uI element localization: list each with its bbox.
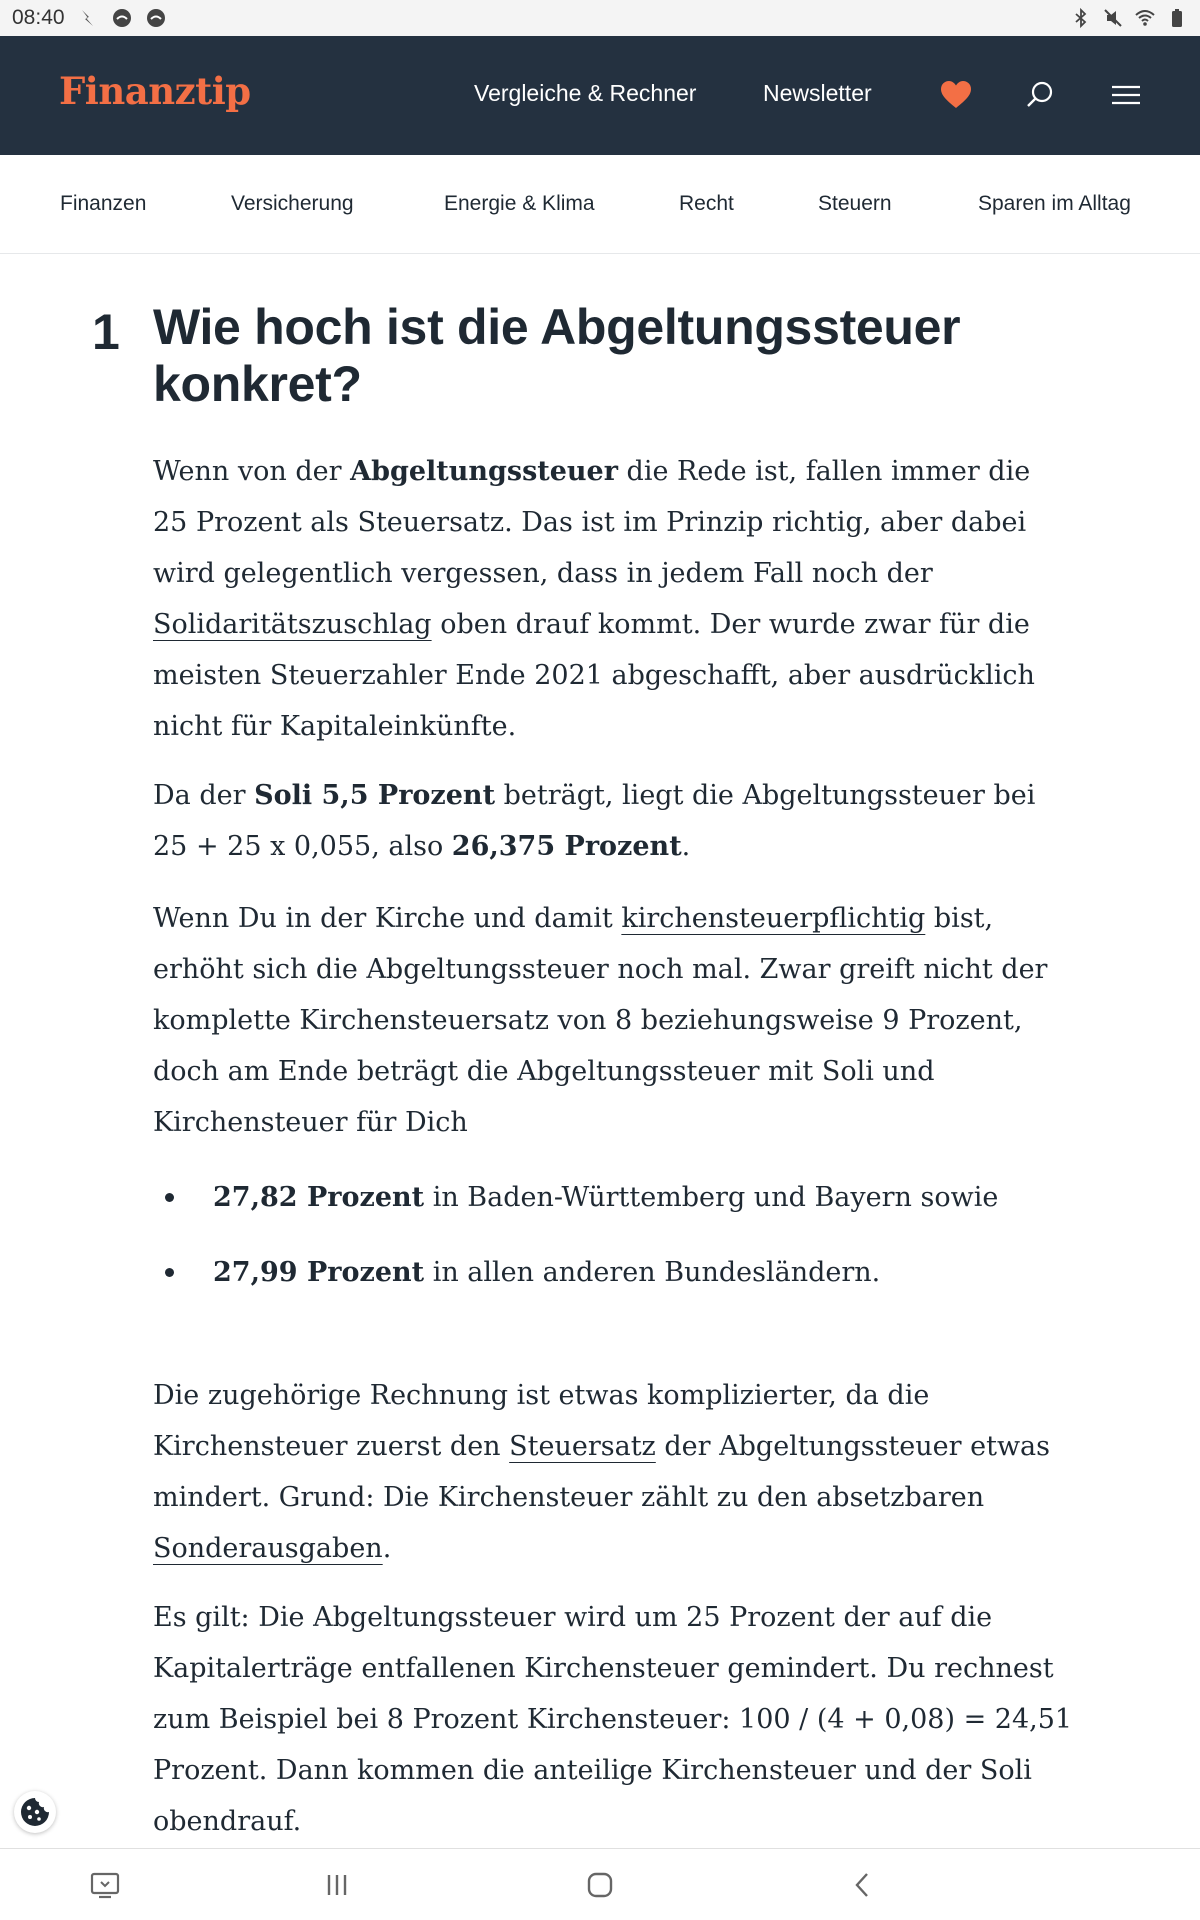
category-versicherung[interactable]: Versicherung: [231, 192, 354, 215]
category-finanzen[interactable]: Finanzen: [60, 192, 147, 215]
bluetooth-icon: [1070, 7, 1092, 29]
paragraph-soli-rate: [153, 770, 1073, 872]
paragraph-formel: [153, 1592, 1073, 1847]
nav-link-vergleiche-rechner[interactable]: Vergleiche & Rechner: [474, 80, 697, 106]
heart-icon[interactable]: [938, 77, 974, 113]
link-sonderausgaben[interactable]: Sonderausgaben: [153, 1533, 383, 1564]
section-title: Wie hoch ist die Abgeltungssteuer konkret?: [153, 299, 961, 412]
link-solidaritaetszuschlag[interactable]: Solidaritätszuschlag: [153, 609, 432, 640]
status-bar: [0, 0, 1200, 36]
bullet-dot: [165, 1193, 174, 1202]
bullet-dot: [165, 1268, 174, 1277]
category-nav: [0, 155, 1200, 254]
paragraph-kirchensteuer: [153, 893, 1073, 1148]
text-span: .: [681, 831, 691, 862]
text-span: Wenn von der: [153, 456, 351, 487]
mute-icon: [1102, 7, 1124, 29]
section-number: 1: [92, 304, 120, 360]
rates-list: [153, 1172, 1073, 1322]
paragraph-soli-intro: [153, 446, 1073, 752]
category-energie-klima[interactable]: Energie & Klima: [444, 192, 595, 215]
bold-text: 26,375 Prozent: [451, 831, 682, 862]
category-sparen-im-alltag[interactable]: Sparen im Alltag: [978, 192, 1131, 215]
paragraph-rechnung: [153, 1370, 1073, 1574]
back-icon[interactable]: [845, 1867, 881, 1903]
recent-apps-icon[interactable]: [319, 1867, 355, 1903]
text-span: die Rede ist, fallen immer die 25 Prozent als Steuersatz. Das ist im Prinzip richtig, aber dabei wird gelegentlich vergessen, dass in jedem Fall noch der: [153, 456, 1031, 589]
text-span: in allen anderen Bundesländern.: [424, 1257, 881, 1288]
android-nav-bar: [0, 1848, 1200, 1920]
status-left: [12, 6, 167, 30]
wifi-icon: [1134, 7, 1156, 29]
bold-text: 27,82 Prozent: [213, 1182, 425, 1213]
battery-icon: [1166, 7, 1188, 29]
cookie-settings-button[interactable]: [14, 1791, 56, 1833]
link-steuersatz[interactable]: Steuersatz: [509, 1431, 656, 1462]
bold-text: Abgeltungssteuer: [350, 456, 618, 487]
text-span: in Baden-Württemberg und Bayern sowie: [424, 1182, 999, 1213]
text-span: beträgt, liegt die Abgeltungssteuer bei 25 + 25 x 0,055, also: [153, 780, 1036, 862]
text-span: oben drauf kommt. Der wurde zwar für die meisten Steuerzahler Ende 2021 abgeschafft, aber ausdrücklich nicht für Kapitaleinkünfte.: [153, 609, 1035, 742]
text-span: Wenn Du in der Kirche und damit: [153, 903, 622, 934]
site-header: [0, 36, 1200, 155]
list-item: [153, 1247, 1073, 1298]
nav-link-newsletter[interactable]: Newsletter: [763, 80, 872, 106]
text-span: .: [382, 1533, 392, 1564]
text-span: Die zugehörige Rechnung ist etwas komplizierter, da die Kirchensteuer zuerst den: [153, 1380, 930, 1462]
menu-icon[interactable]: [1108, 77, 1144, 113]
flash-icon: [77, 7, 99, 29]
status-right: [1070, 7, 1188, 29]
search-icon[interactable]: [1022, 77, 1058, 113]
category-recht[interactable]: Recht: [679, 192, 734, 215]
cookie-icon: [19, 1796, 51, 1828]
screenshot-icon[interactable]: [87, 1867, 123, 1903]
bold-text: Soli 5,5 Prozent: [254, 780, 496, 811]
site-logo[interactable]: Finanztip: [59, 69, 251, 113]
category-steuern[interactable]: Steuern: [818, 192, 892, 215]
home-icon[interactable]: [582, 1867, 618, 1903]
list-item: [153, 1172, 1073, 1223]
text-span: der Abgeltungssteuer etwas mindert. Grund: Die Kirchensteuer zählt zu den absetzbaren: [153, 1431, 1051, 1513]
bold-text: 27,99 Prozent: [213, 1257, 425, 1288]
text-span: Es gilt: Die Abgeltungssteuer wird um 25 Prozent der auf die Kapitalerträge entfallenen Kirchensteuer gemindert. Du rechnest zum Beispiel bei 8 Prozent Kirchensteuer: 100 / (4 + 0,08) = 24,51 Prozent. Dann kommen die anteilige Kirchensteuer und der Soli obendrauf.: [153, 1602, 1073, 1837]
notification-icon: [145, 7, 167, 29]
text-span: Da der: [153, 780, 255, 811]
status-time: 08:40: [12, 6, 65, 29]
notification-icon: [111, 7, 133, 29]
text-span: bist, erhöht sich die Abgeltungssteuer noch mal. Zwar greift nicht der komplette Kirchensteuersatz von 8 beziehungsweise 9 Prozent, doch am Ende beträgt die Abgeltungssteuer mit Soli und Kirchensteuer für Dich: [153, 903, 1048, 1138]
link-kirchensteuerpflichtig[interactable]: kirchensteuerpflichtig: [621, 903, 926, 934]
